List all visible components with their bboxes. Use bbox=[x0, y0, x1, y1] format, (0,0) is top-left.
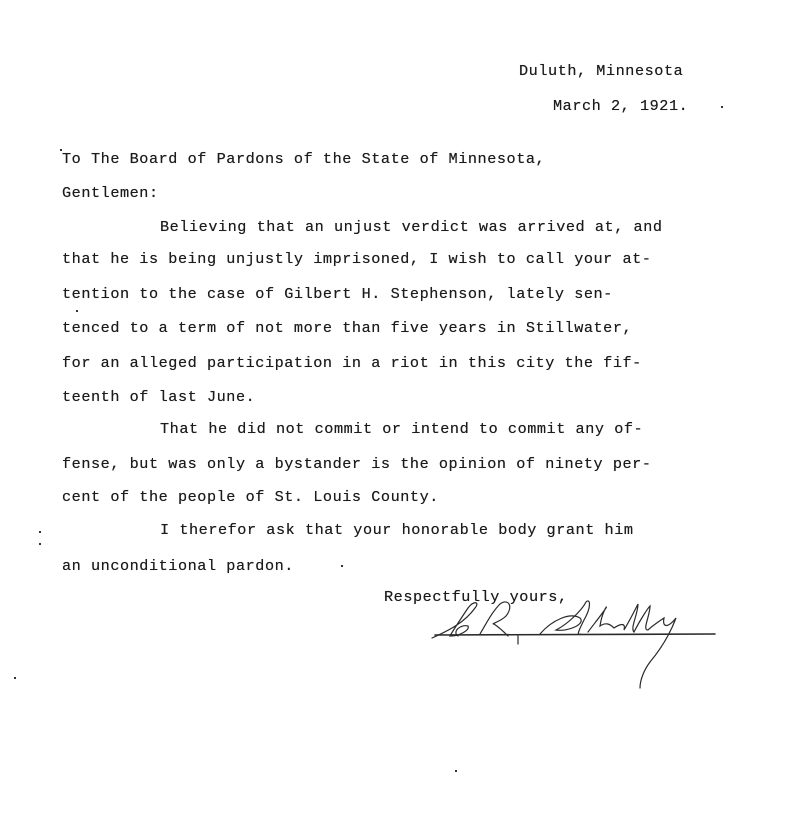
body-line: that he is being unjustly imprisoned, I wish to call your at- bbox=[62, 250, 652, 268]
scan-speck bbox=[14, 677, 16, 679]
body-line: cent of the people of St. Louis County. bbox=[62, 488, 439, 506]
body-line: That he did not commit or intend to commit any of- bbox=[160, 420, 644, 438]
letter-salutation: Gentlemen: bbox=[62, 184, 159, 202]
body-line: an unconditional pardon. bbox=[62, 557, 294, 575]
scan-speck bbox=[60, 149, 62, 151]
body-line: Believing that an unjust verdict was arrived at, and bbox=[160, 218, 663, 236]
scan-speck bbox=[39, 531, 41, 533]
scan-speck bbox=[721, 106, 723, 108]
scan-speck bbox=[76, 310, 78, 312]
body-line: tention to the case of Gilbert H. Stephenson, lately sen- bbox=[62, 285, 613, 303]
body-line: for an alleged participation in a riot in this city the fif- bbox=[62, 354, 642, 372]
scan-speck bbox=[455, 770, 457, 772]
handwritten-signature bbox=[430, 600, 720, 690]
body-line: tenced to a term of not more than five years in Stillwater, bbox=[62, 319, 633, 337]
scan-speck bbox=[341, 565, 343, 567]
body-line: fense, but was only a bystander is the opinion of ninety per- bbox=[62, 455, 652, 473]
letter-place: Duluth, Minnesota bbox=[519, 62, 684, 80]
scan-speck bbox=[39, 543, 41, 545]
body-line: I therefor ask that your honorable body grant him bbox=[160, 521, 634, 539]
letter-closing: Respectfully yours, bbox=[384, 588, 568, 606]
letter-date: March 2, 1921. bbox=[553, 97, 689, 115]
body-line: teenth of last June. bbox=[62, 388, 256, 406]
letter-addressee: To The Board of Pardons of the State of Minnesota, bbox=[62, 150, 546, 168]
